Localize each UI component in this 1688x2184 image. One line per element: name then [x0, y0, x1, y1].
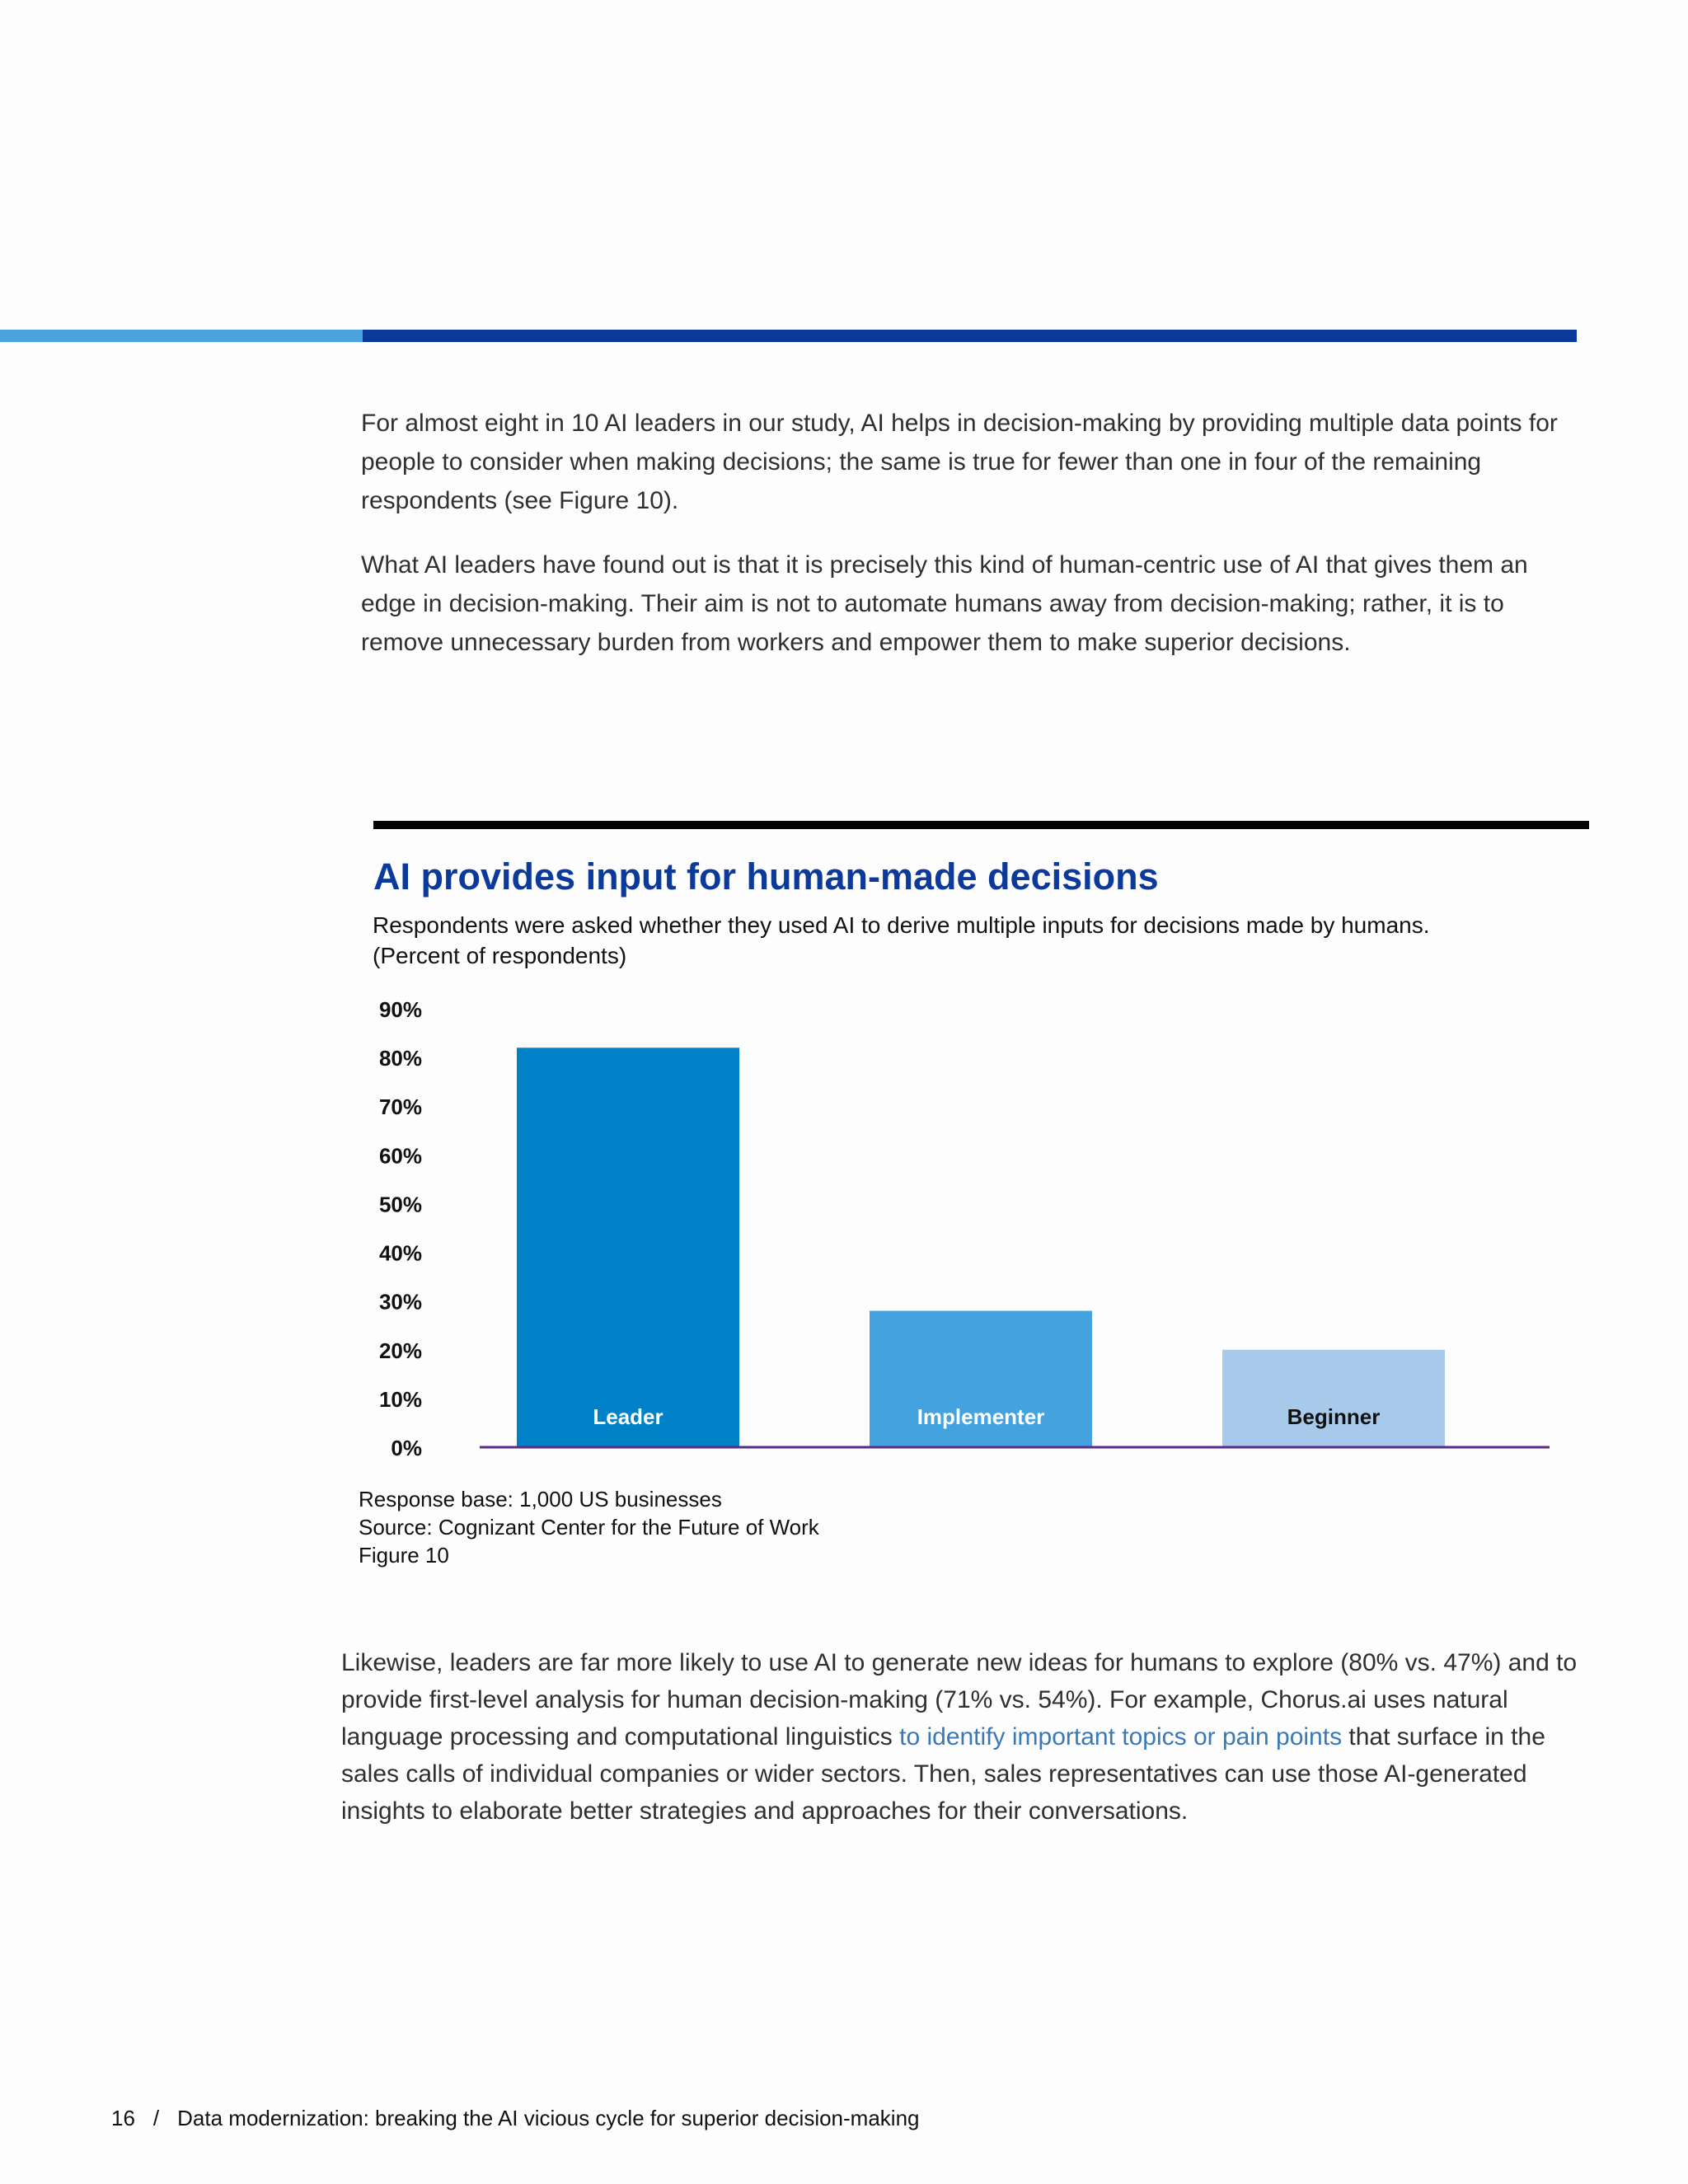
page-footer [111, 2106, 919, 2131]
y-tick-label: 60% [378, 1143, 422, 1169]
figure-notes [359, 1485, 819, 1569]
header-accent-bar-dark [363, 330, 1577, 342]
bar-label: Implementer [917, 1404, 1045, 1429]
bar-label: Leader [593, 1404, 663, 1429]
figure-title: AI provides input for human-made decisions [373, 855, 1159, 898]
document-title: Data modernization: breaking the AI vicious cycle for superior decision-making [177, 2106, 920, 2130]
bar-leader [517, 1047, 739, 1447]
y-tick-label: 40% [378, 1240, 422, 1266]
closing-text-start: Likewise, leaders are far more likely to use AI to generate new ideas for humans to explore (80% vs. 47%) and to provide first-level analysis for human decision-making (71% vs. 54%). For example, Chorus.ai uses natural language processing and computational linguistics [341, 1649, 1578, 1750]
figure-subtitle-line-1: Respondents were asked whether they used AI to derive multiple inputs for decisions made by humans. [373, 912, 1430, 938]
y-tick-label: 50% [378, 1192, 422, 1217]
figure-top-rule [373, 821, 1589, 829]
y-tick-label: 0% [391, 1436, 422, 1460]
bar-label: Beginner [1287, 1404, 1381, 1429]
y-tick-label: 20% [378, 1338, 422, 1363]
bar-chart [346, 989, 1566, 1467]
footer-separator: / [152, 2106, 160, 2130]
closing-paragraph [341, 1644, 1586, 1830]
header-accent-bar-light [0, 330, 363, 342]
y-tick-label: 90% [378, 997, 422, 1022]
y-tick-label: 70% [378, 1094, 422, 1120]
figure-number: Figure 10 [359, 1543, 449, 1568]
figure-subtitle-line-2: (Percent of respondents) [373, 943, 627, 968]
source-link[interactable]: to identify important topics or pain points [899, 1723, 1343, 1750]
intro-paragraph-1: For almost eight in 10 AI leaders in our study, AI helps in decision-making by providing multiple data points for people to consider when making decisions; the same is true for fewer than one in four of the remaining respondents (see Figure 10). [361, 410, 1558, 514]
y-tick-label: 80% [378, 1046, 422, 1071]
bar-beginner [1222, 1350, 1445, 1447]
source-note: Source: Cognizant Center for the Future of Work [359, 1515, 819, 1540]
y-tick-label: 30% [378, 1289, 422, 1315]
y-tick-label: 10% [378, 1386, 422, 1412]
page-number: 16 [111, 2106, 135, 2130]
figure-subtitle [373, 910, 1592, 971]
response-base-note: Response base: 1,000 US businesses [359, 1487, 722, 1511]
closing-text-end: that surface in the sales calls of individual companies or wider sectors. Then, sales representatives can use those AI-generated insights to elaborate better strategies and approaches for their conversations. [341, 1723, 1545, 1825]
intro-paragraph-2: What AI leaders have found out is that it is precisely this kind of human-centric use of AI that gives them an edge in decision-making. Their aim is not to automate humans away from decision-making; rather, it is to remove unnecessary burden from workers and empower them to make superior decisions. [361, 551, 1528, 656]
